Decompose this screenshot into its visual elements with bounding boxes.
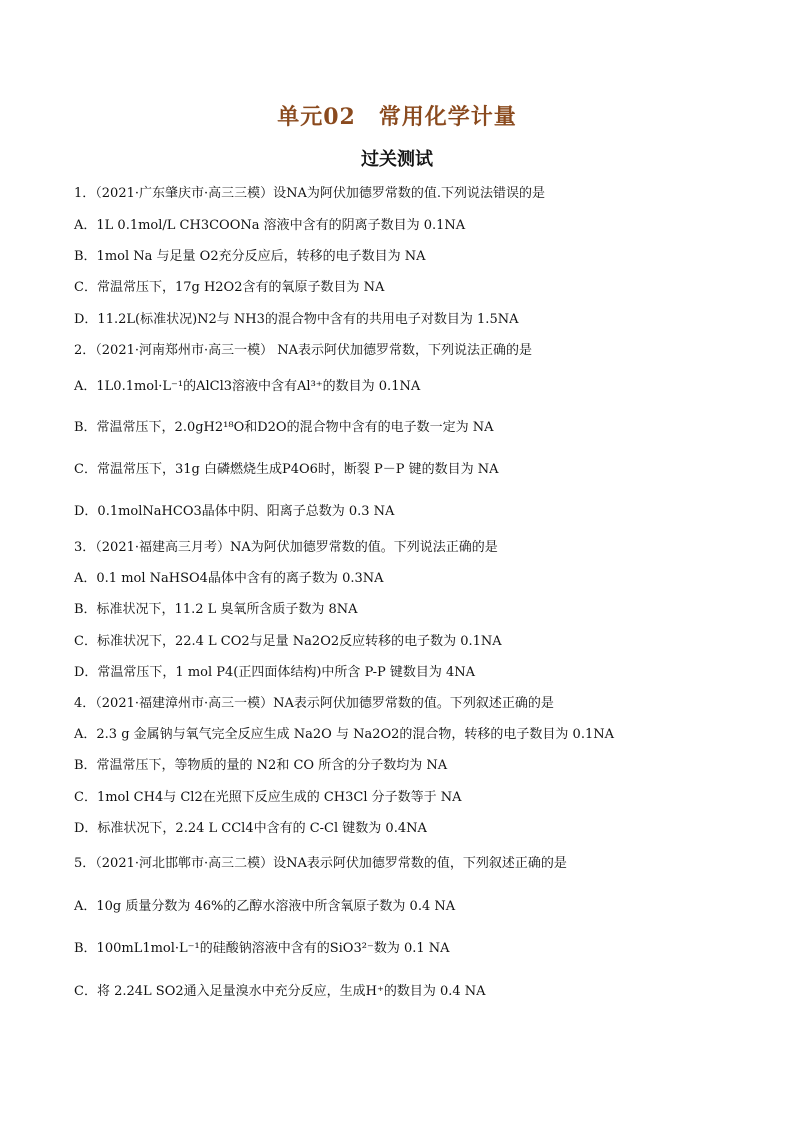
question-5-option-a: A．10g 质量分数为 46%的乙醇水溶液中所含氧原子数为 0.4 NA: [74, 899, 456, 914]
question-2-option-c: C．常温常压下，31g 白磷燃烧生成P4O6时，断裂 P－P 键的数目为 NA: [74, 462, 499, 477]
question-4-option-a: A．2.3 g 金属钠与氧气完全反应生成 Na2O 与 Na2O2的混合物，转移的电子数目为 0.1NA: [74, 727, 614, 742]
question-1-option-d: D．11.2L(标准状况)N2与 NH3的混合物中含有的共用电子对数目为 1.5NA: [74, 312, 519, 327]
question-2-option-a: A．1L0.1mol·L⁻¹的AlCl3溶液中含有Al³⁺的数目为 0.1NA: [74, 379, 421, 394]
page-title: 单元02 常用化学计量: [277, 104, 517, 130]
question-2-option-b: B．常温常压下，2.0gH2¹⁸O和D2O的混合物中含有的电子数一定为 NA: [74, 420, 494, 435]
question-1-option-c: C．常温常压下，17g H2O2含有的氧原子数目为 NA: [74, 280, 385, 295]
question-4-option-c: C．1mol CH4与 Cl2在光照下反应生成的 CH3Cl 分子数等于 NA: [74, 790, 462, 805]
question-5-stem: 5．（2021·河北邯郸市·高三二模）设NA表示阿伏加德罗常数的值，下列叙述正确的是: [74, 856, 567, 871]
question-5-option-c: C．将 2.24L SO2通入足量溴水中充分反应，生成H⁺的数目为 0.4 NA: [74, 984, 486, 999]
question-1-stem: 1．（2021·广东肇庆市·高三三模）设NA为阿伏加德罗常数的值.下列说法错误的是: [74, 186, 546, 201]
question-2-option-d: D．0.1molNaHCO3晶体中阴、阳离子总数为 0.3 NA: [74, 504, 395, 519]
question-2-stem: 2．（2021·河南郑州市·高三一模） NA表示阿伏加德罗常数，下列说法正确的是: [74, 343, 533, 358]
question-4-option-d: D．标准状况下，2.24 L CCl4中含有的 C-Cl 键数为 0.4NA: [74, 821, 427, 836]
question-3-option-b: B．标准状况下，11.2 L 臭氧所含质子数为 8NA: [74, 602, 358, 617]
question-3-stem: 3．（2021·福建高三月考）NA为阿伏加德罗常数的值。下列说法正确的是: [74, 540, 498, 555]
question-1-option-b: B．1mol Na 与足量 O2充分反应后，转移的电子数目为 NA: [74, 249, 426, 264]
question-3-option-c: C．标准状况下，22.4 L CO2与足量 Na2O2反应转移的电子数为 0.1NA: [74, 634, 502, 649]
question-3-option-d: D．常温常压下，1 mol P4(正四面体结构)中所含 P-P 键数目为 4NA: [74, 665, 476, 680]
question-3-option-a: A．0.1 mol NaHSO4晶体中含有的离子数为 0.3NA: [74, 571, 384, 586]
page-subtitle: 过关测试: [361, 149, 433, 170]
question-5-option-b: B．100mL1mol·L⁻¹的硅酸钠溶液中含有的SiO3²⁻数为 0.1 NA: [74, 941, 450, 956]
question-1-option-a: A．1L 0.1mol/L CH3COONa 溶液中含有的阴离子数目为 0.1NA: [74, 218, 466, 233]
question-4-option-b: B．常温常压下，等物质的量的 N2和 CO 所含的分子数均为 NA: [74, 758, 448, 773]
question-4-stem: 4．（2021·福建漳州市·高三一模）NA表示阿伏加德罗常数的值。下列叙述正确的是: [74, 696, 554, 711]
